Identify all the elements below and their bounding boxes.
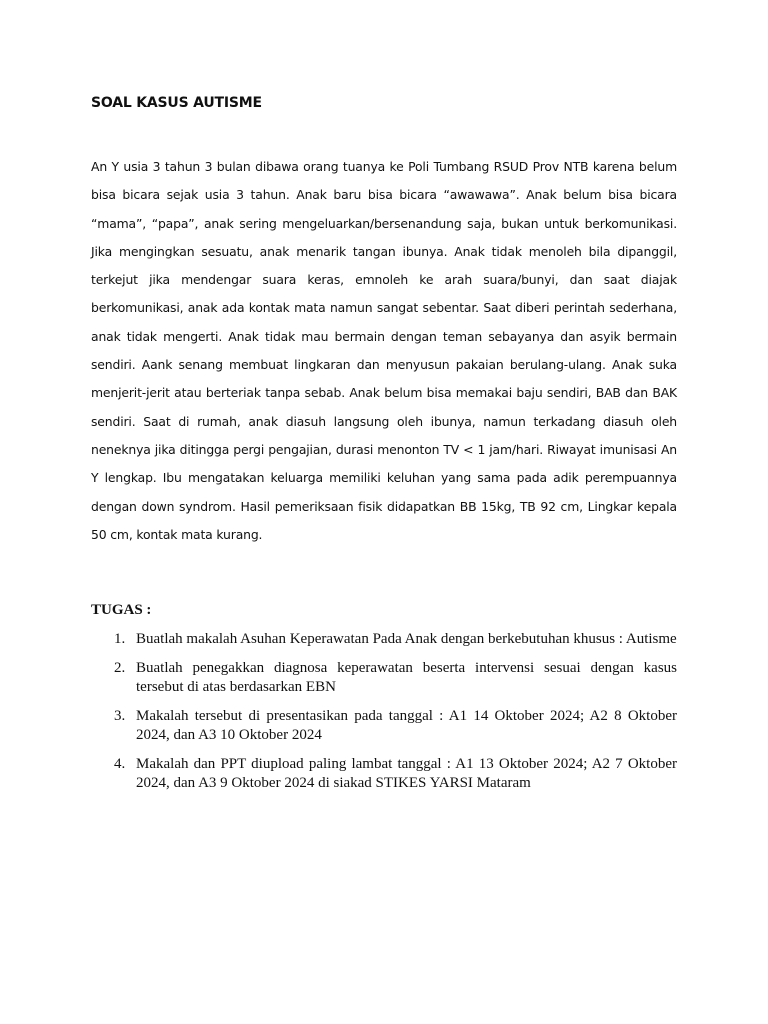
task-item-3	[91, 707, 677, 746]
task-number-label: 2.	[114, 659, 126, 676]
task-number	[91, 659, 136, 698]
task-number-label: 1.	[114, 631, 126, 647]
task-number	[91, 707, 136, 746]
task-text: Makalah dan PPT diupload paling lambat tanggal : A1 13 Oktober 2024; A2 7 Oktober 2024, dan A3 9 Oktober 2024 di siakad STIKES YARSI Mataram	[136, 755, 677, 791]
task-number-label: 3.	[114, 707, 126, 724]
task-item-2	[91, 659, 677, 698]
task-number	[91, 755, 136, 794]
task-text: Buatlah penegakkan diagnosa keperawatan beserta intervensi sesuai dengan kasus tersebut di atas berdasarkan EBN	[136, 659, 677, 695]
task-text: Buatlah makalah Asuhan Keperawatan Pada Anak dengan berkebutuhan khusus : Autisme	[136, 631, 677, 647]
task-number	[91, 630, 136, 650]
task-number-label: 4.	[114, 755, 126, 772]
tasks-heading: TUGAS :	[91, 602, 152, 618]
task-item-4	[91, 755, 677, 794]
task-text: Makalah tersebut di presentasikan pada tanggal : A1 14 Oktober 2024; A2 8 Oktober 2024, dan A3 10 Oktober 2024	[136, 707, 677, 743]
task-list	[91, 630, 677, 803]
document-title: SOAL KASUS AUTISME	[91, 95, 262, 111]
case-description: An Y usia 3 tahun 3 bulan dibawa orang tuanya ke Poli Tumbang RSUD Prov NTB karena belum bisa bicara sejak usia 3 tahun. Anak baru bisa bicara “awawawa”. Anak belum bisa bicara “mama”, “papa”, anak sering mengeluarkan/bersenandung saja, bukan untuk berkomunikasi. Jika mengingkan sesuatu, anak menarik tangan ibunya. Anak tidak menoleh bila dipanggil, terkejut jika mendengar suara keras, emnoleh ke arah suara/bunyi, dan saat diajak berkomunikasi, anak ada kontak mata namun sangat sebentar. Saat diberi perintah sederhana, anak tidak mengerti. Anak tidak mau bermain dengan teman sebayanya dan asyik bermain sendiri. Aank senang membuat lingkaran dan menyusun pakaian berulang-ulang. Anak suka menjerit-jerit atau berteriak tanpa sebab. Anak belum bisa memakai baju sendiri, BAB dan BAK sendiri. Saat di rumah, anak diasuh langsung oleh ibunya, namun terkadang diasuh oleh neneknya jika ditingga pergi pengajian, durasi menonton TV < 1 jam/hari. Riwayat imunisasi An Y lengkap. Ibu mengatakan keluarga memiliki keluhan yang sama pada adik perempuannya dengan down syndrom. Hasil pemeriksaan fisik didapatkan BB 15kg, TB 92 cm, Lingkar kepala 50 cm, kontak mata kurang.	[91, 159, 677, 542]
task-item-1	[91, 630, 677, 650]
